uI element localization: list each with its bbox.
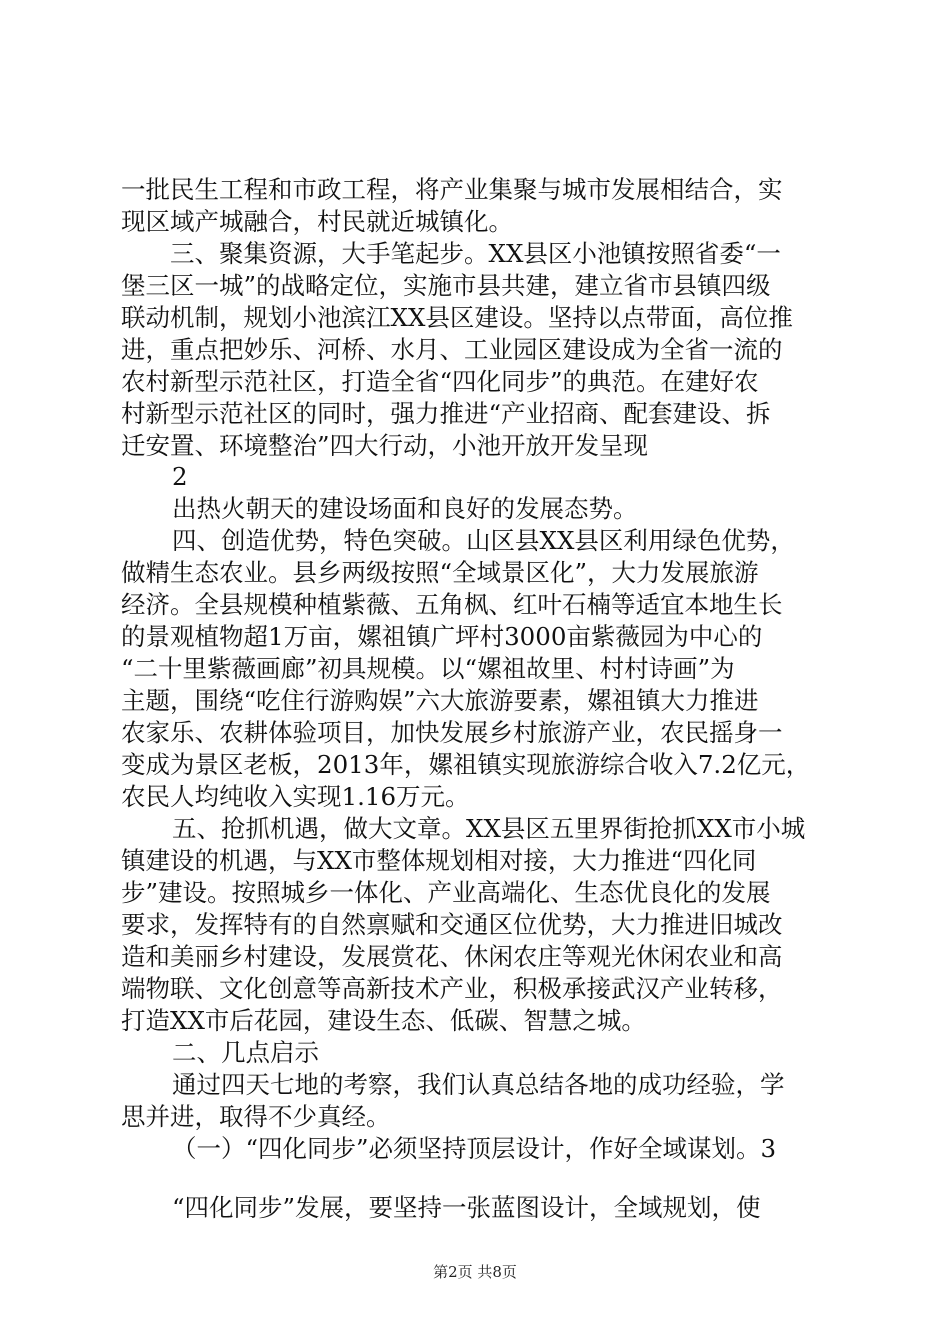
text-line-18: 变成为景区老板，2013年，嫘祖镇实现旅游综合收入7.2亿元， bbox=[121, 750, 811, 779]
text-line-6: 进，重点把妙乐、河桥、水月、工业园区建设成为全省一流的 bbox=[121, 335, 783, 364]
text-line-25: 端物联、文化创意等高新技术产业，积极承接武汉产业转移， bbox=[121, 974, 783, 1003]
text-line-15: “二十里紫薇画廊”初具规模。以“嫘祖故里、村村诗画”为 bbox=[121, 654, 735, 683]
text-line-28: 思并进，取得不少真经。 bbox=[121, 1102, 391, 1131]
page-footer: 第2页 共8页 bbox=[433, 1263, 517, 1281]
text-line-22: 步”建设。按照城乡一体化、产业高端化、生态优良化的发展 bbox=[121, 878, 771, 907]
text-line-12: 做精生态农业。县乡两级按照“全域景区化”，大力发展旅游 bbox=[121, 558, 759, 587]
text-line-19: 农民人均纯收入实现1.16万元。 bbox=[121, 782, 470, 811]
text-line-8: 村新型示范社区的同时，强力推进“产业招商、配套建设、拆 bbox=[121, 399, 771, 428]
section-heading: 二、几点启示 bbox=[172, 1038, 319, 1067]
text-line-7: 农村新型示范社区，打造全省“四化同步”的典范。在建好农 bbox=[121, 367, 759, 396]
text-line-11: 四、创造优势，特色突破。山区县XX县区利用绿色优势， bbox=[172, 526, 795, 555]
text-line-2: 现区域产城融合，村民就近城镇化。 bbox=[121, 207, 513, 236]
text-line-14: 的景观植物超1万亩，嫘祖镇广坪村3000亩紫薇园为中心的 bbox=[121, 622, 763, 651]
text-line-10: 出热火朝天的建设场面和良好的发展态势。 bbox=[172, 494, 638, 523]
text-line-1: 一批民生工程和市政工程，将产业集聚与城市发展相结合，实 bbox=[121, 175, 783, 204]
text-line-29: “四化同步”发展，要坚持一张蓝图设计，全域规划，使 bbox=[172, 1193, 761, 1222]
text-line-3: 三、聚集资源，大手笔起步。XX县区小池镇按照省委“一 bbox=[170, 239, 781, 268]
text-line-17: 农家乐、农耕体验项目，加快发展乡村旅游产业，农民摇身一 bbox=[121, 718, 783, 747]
text-line-9: 迁安置、环境整治”四大行动，小池开放开发呈现 bbox=[121, 431, 649, 460]
text-line-13: 经济。全县规模种植紫薇、五角枫、红叶石楠等适宜本地生长 bbox=[121, 590, 783, 619]
text-line-26: 打造XX市后花园，建设生态、低碳、智慧之城。 bbox=[121, 1006, 646, 1035]
page-number-marker: 2 bbox=[172, 462, 188, 491]
text-line-4: 堡三区一城”的战略定位，实施市县共建，建立省市县镇四级 bbox=[121, 271, 771, 300]
text-line-20: 五、抢抓机遇，做大文章。XX县区五里界街抢抓XX市小城 bbox=[172, 814, 806, 843]
text-line-23: 要求，发挥特有的自然禀赋和交通区位优势，大力推进旧城改 bbox=[121, 910, 783, 939]
text-line-24: 造和美丽乡村建设，发展赏花、休闲农庄等观光休闲农业和高 bbox=[121, 942, 783, 971]
text-line-21: 镇建设的机遇，与XX市整体规划相对接，大力推进“四化同 bbox=[121, 846, 757, 875]
text-line-27: 通过四天七地的考察，我们认真总结各地的成功经验，学 bbox=[172, 1070, 785, 1099]
text-line-5: 联动机制，规划小池滨江XX县区建设。坚持以点带面，高位推 bbox=[121, 303, 793, 332]
subsection-heading: （一）“四化同步”必须坚持顶层设计，作好全域谋划。3 bbox=[172, 1134, 777, 1163]
text-line-16: 主题，围绕“吃住行游购娱”六大旅游要素，嫘祖镇大力推进 bbox=[121, 686, 759, 715]
